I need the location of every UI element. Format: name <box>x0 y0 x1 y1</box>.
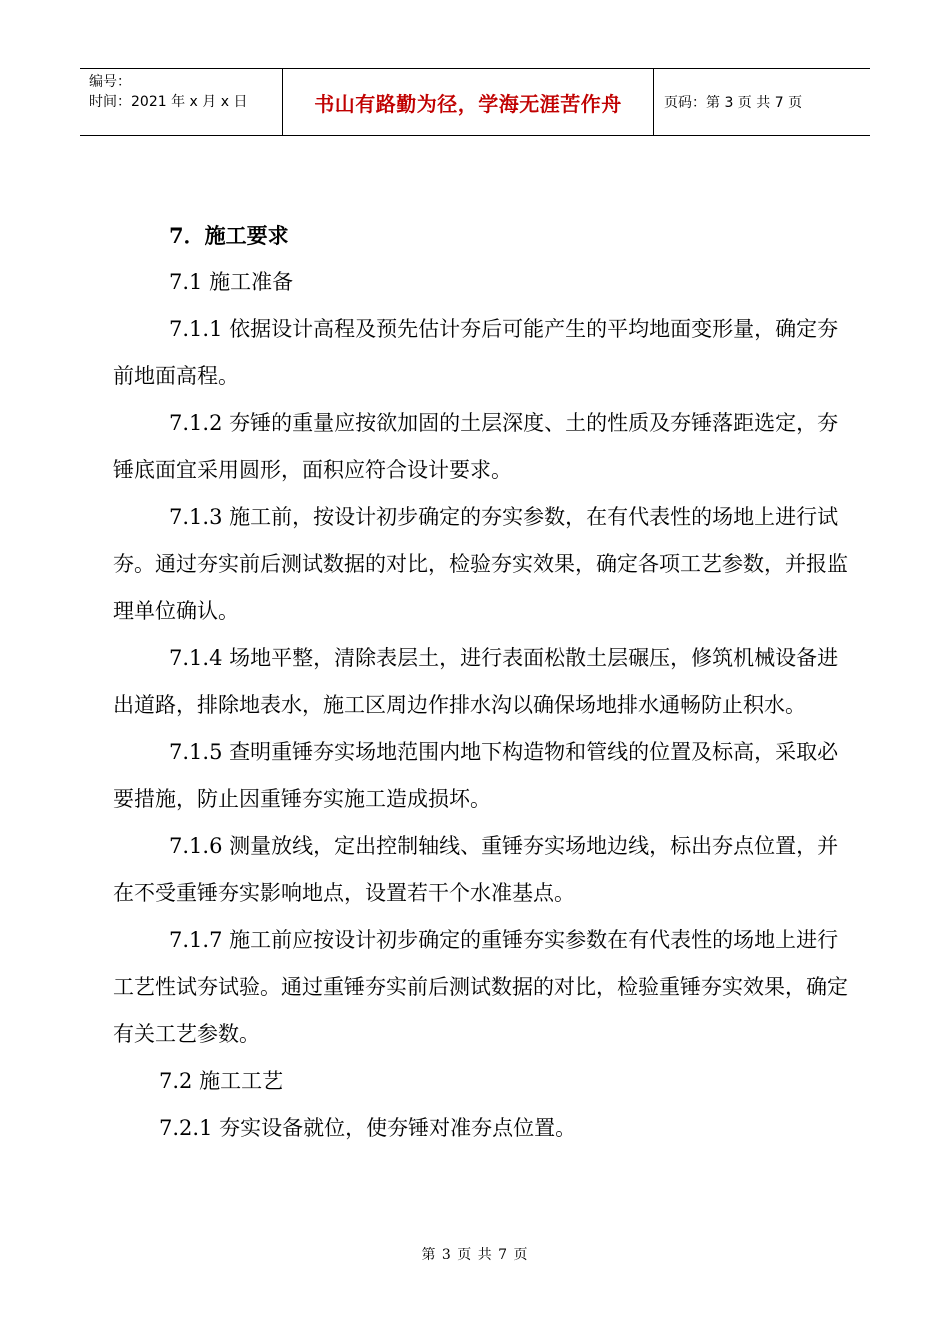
paragraph: 7.2 施工工艺 <box>159 1069 284 1093</box>
header-meta <box>80 69 282 135</box>
paragraph: 7.1.5 查明重锤夯实场地范围内地下构造物和管线的位置及标高，采取必要措施，防止因重锤夯实施工造成损坏。 <box>113 740 839 811</box>
document-date: 时间：2021 年 x 月 x 日 <box>89 94 248 110</box>
document-number: 编号： <box>89 74 131 90</box>
document-body <box>113 212 853 1152</box>
motto: 书山有路勤为径，学海无涯苦作舟 <box>314 91 622 116</box>
paragraph: 7.1.3 施工前，按设计初步确定的夯实参数，在有代表性的场地上进行试夯。通过夯实前后测试数据的对比，检验夯实效果，确定各项工艺参数，并报监理单位确认。 <box>113 505 848 623</box>
paragraph: 7.1.6 测量放线，定出控制轴线、重锤夯实场地边线，标出夯点位置，并在不受重锤夯实影响地点，设置若干个水准基点。 <box>113 834 839 905</box>
header-page-info <box>654 69 870 135</box>
section-heading: 7．施工要求 <box>169 223 289 248</box>
header-motto-cell <box>282 69 654 135</box>
page-footer: 第 3 页 共 7 页 <box>421 1247 529 1263</box>
paragraph: 7.1.4 场地平整，清除表层土，进行表面松散土层碾压，修筑机械设备进出道路，排除地表水，施工区周边作排水沟以确保场地排水通畅防止积水。 <box>113 646 839 717</box>
page-header <box>80 68 870 136</box>
paragraph: 7.1.2 夯锤的重量应按欲加固的土层深度、土的性质及夯锤落距选定，夯锤底面宜采用圆形，面积应符合设计要求。 <box>113 411 839 482</box>
paragraph: 7.1.7 施工前应按设计初步确定的重锤夯实参数在有代表性的场地上进行工艺性试夯试验。通过重锤夯实前后测试数据的对比，检验重锤夯实效果，确定有关工艺参数。 <box>113 928 848 1046</box>
paragraph: 7.1.1 依据设计高程及预先估计夯后可能产生的平均地面变形量，确定夯前地面高程。 <box>113 317 839 388</box>
paragraph: 7.2.1 夯实设备就位，使夯锤对准夯点位置。 <box>159 1116 577 1140</box>
paragraph: 7.1 施工准备 <box>169 270 294 294</box>
page-info: 页码：第 3 页 共 7 页 <box>664 95 803 111</box>
